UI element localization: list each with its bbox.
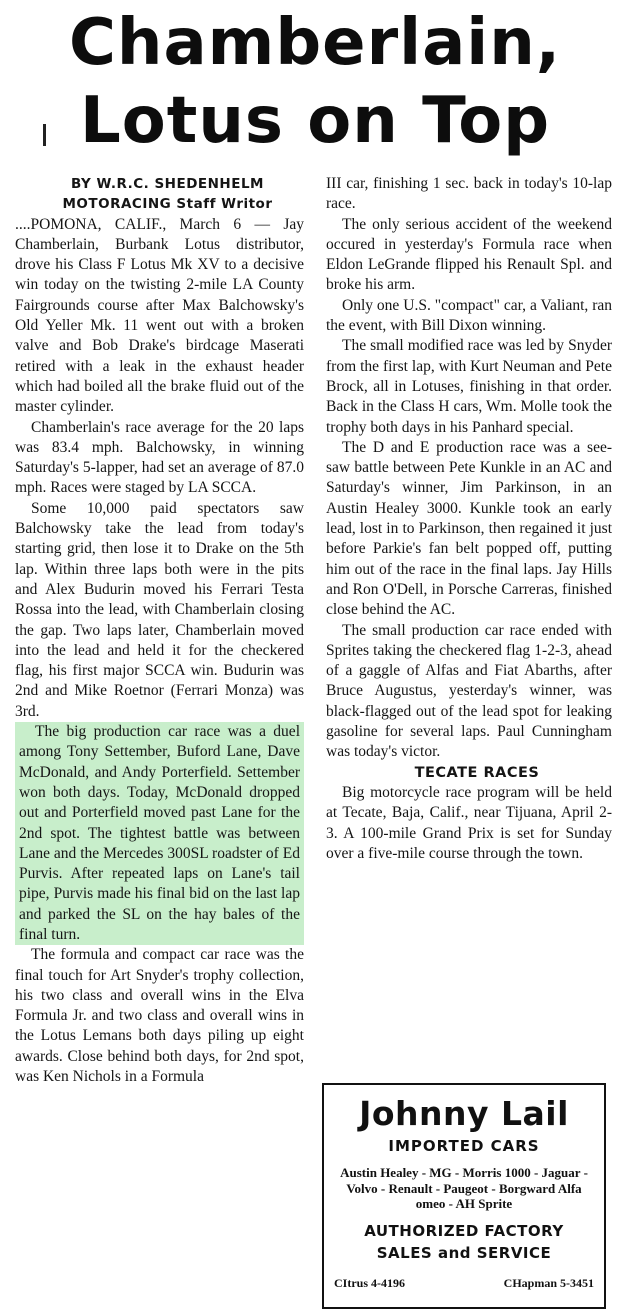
headline-line-1: Chamberlain,	[68, 6, 562, 80]
ad-phone-2: CHapman 5-3451	[503, 1275, 594, 1290]
byline-author: BY W.R.C. SHEDENHELM	[71, 176, 264, 192]
dealer-advertisement	[322, 1083, 606, 1309]
headline-line-2: Lotus on Top	[79, 84, 551, 158]
article-paragraph: The formula and compact car race was the final touch for Art Snyder's trophy collection, his two class and overall wins in the Elva Formula Jr. and two class and overall wins in the Lotus Lemans both days piling up eight awards. Close behind both days, for 2nd spot, was Ken Nichols in a Formula	[15, 946, 304, 1086]
tecate-heading: TECATE RACES	[414, 764, 540, 781]
article-paragraph: ....POMONA, CALIF., March 6 — Jay Chamberlain, Burbank Lotus distributor, drove his Class F Lotus Mk XV to a decisive win today on the twisting 2-mile LA County Fairgrounds course after Max Balchowsky's Old Yeller Mk. 11 went out with a broken valve and Bob Drake's birdcage Maserati retired with a leak in the exhaust header which had boiled all the brake fluid out of the master cylinder.	[15, 215, 304, 416]
article-paragraph: The small production car race ended with Sprites taking the checkered flag 1-2-3, ahead of a gaggle of Alfas and Fiat Abarths, after Bruce Augustus, yesterday's winner, was black-flagged out of the lead spot for leaking gasoline for several laps. Paul Cunningham was today's victor.	[326, 621, 612, 761]
article-paragraph: Only one U.S. "compact" car, a Valiant, ran the event, with Bill Dixon winning.	[326, 296, 612, 335]
ad-subtitle: IMPORTED CARS	[388, 1137, 540, 1155]
article-paragraph: III car, finishing 1 sec. back in today's 10-lap race.	[326, 175, 612, 213]
ad-authorized-line-1: AUTHORIZED FACTORY	[364, 1221, 564, 1240]
article-paragraph: The only serious accident of the weekend occured in yesterday's Formula race when Eldon LeGrande flipped his Renault Spl. and broke his arm.	[326, 215, 612, 294]
ad-phone-1: CItrus 4-4196	[334, 1275, 405, 1290]
ad-brand-list: Austin Healey - MG - Morris 1000 - Jaguar - Volvo - Renault - Paugeot - Borgward Alfa omeo - AH Sprite	[340, 1165, 588, 1211]
article-left-column	[15, 174, 304, 1087]
ad-authorized-line-2: SALES and SERVICE	[376, 1243, 552, 1262]
article-right-column	[326, 174, 612, 864]
ad-phone-row	[324, 1264, 604, 1291]
article-paragraph: The D and E production race was a see-saw battle between Pete Kunkle in an AC and Saturday's winner, Jim Parkinson, in an Austin Healey 3000. Kunkle took an early lead, lost in to Parkinson, then regained it just before Parkie's fan belt popped off, putting him out of the race in the final laps. Jay Hills and Ron O'Dell, in Porsche Carreras, finished close behind the AC.	[326, 438, 612, 619]
article-paragraph: Chamberlain's race average for the 20 laps was 83.4 mph. Balchowsky, in winning Saturday's 5-lapper, had set an average of 87.0 mph. Races were staged by LA SCCA.	[15, 418, 304, 497]
ad-dealer-name: Johnny Lail	[359, 1094, 569, 1133]
byline-role: MOTORACING Staff Writor	[62, 196, 273, 213]
article-paragraph: Some 10,000 paid spectators saw Balchowsky take the lead from today's starting grid, then lose it to Drake on the 5th lap. Within three laps both were in the pits and Alex Budurin moved his Ferrari Testa Rossa into the lead, with Chamberlain closing the gap. Two laps later, Chamberlain moved into the lead and held it for the checkered flag, his first major SCCA win. Budurin was 2nd and Mike Roetnor (Ferrari Monza) was 3rd.	[15, 499, 304, 720]
tecate-paragraph: Big motorcycle race program will be held at Tecate, Baja, Calif., near Tijuana, April 2-3. A 100-mile Grand Prix is set for Sunday over a five-mile course through the town.	[326, 783, 612, 862]
article-paragraph: The small modified race was led by Snyder from the first lap, with Kurt Neuman and Pete Brock, all in Lotuses, finishing in that order. Back in the Class H cars, Wm. Molle took the trophy both days in his Panhard special.	[326, 337, 612, 436]
highlighted-paragraph: The big production car race was a duel among Tony Settember, Buford Lane, Dave McDonald, and Andy Porterfield. Settember won both days. Today, McDonald dropped out and Porterfield moved past Lane for the 2nd spot. The tightest battle was between Lane and the Mercedes 300SL roadster of Ed Purvis. After repeated laps on Lane's tail pipe, Purvis made his final bid on the last lap and parked the SL on the hay bales of the final turn.	[15, 722, 304, 945]
